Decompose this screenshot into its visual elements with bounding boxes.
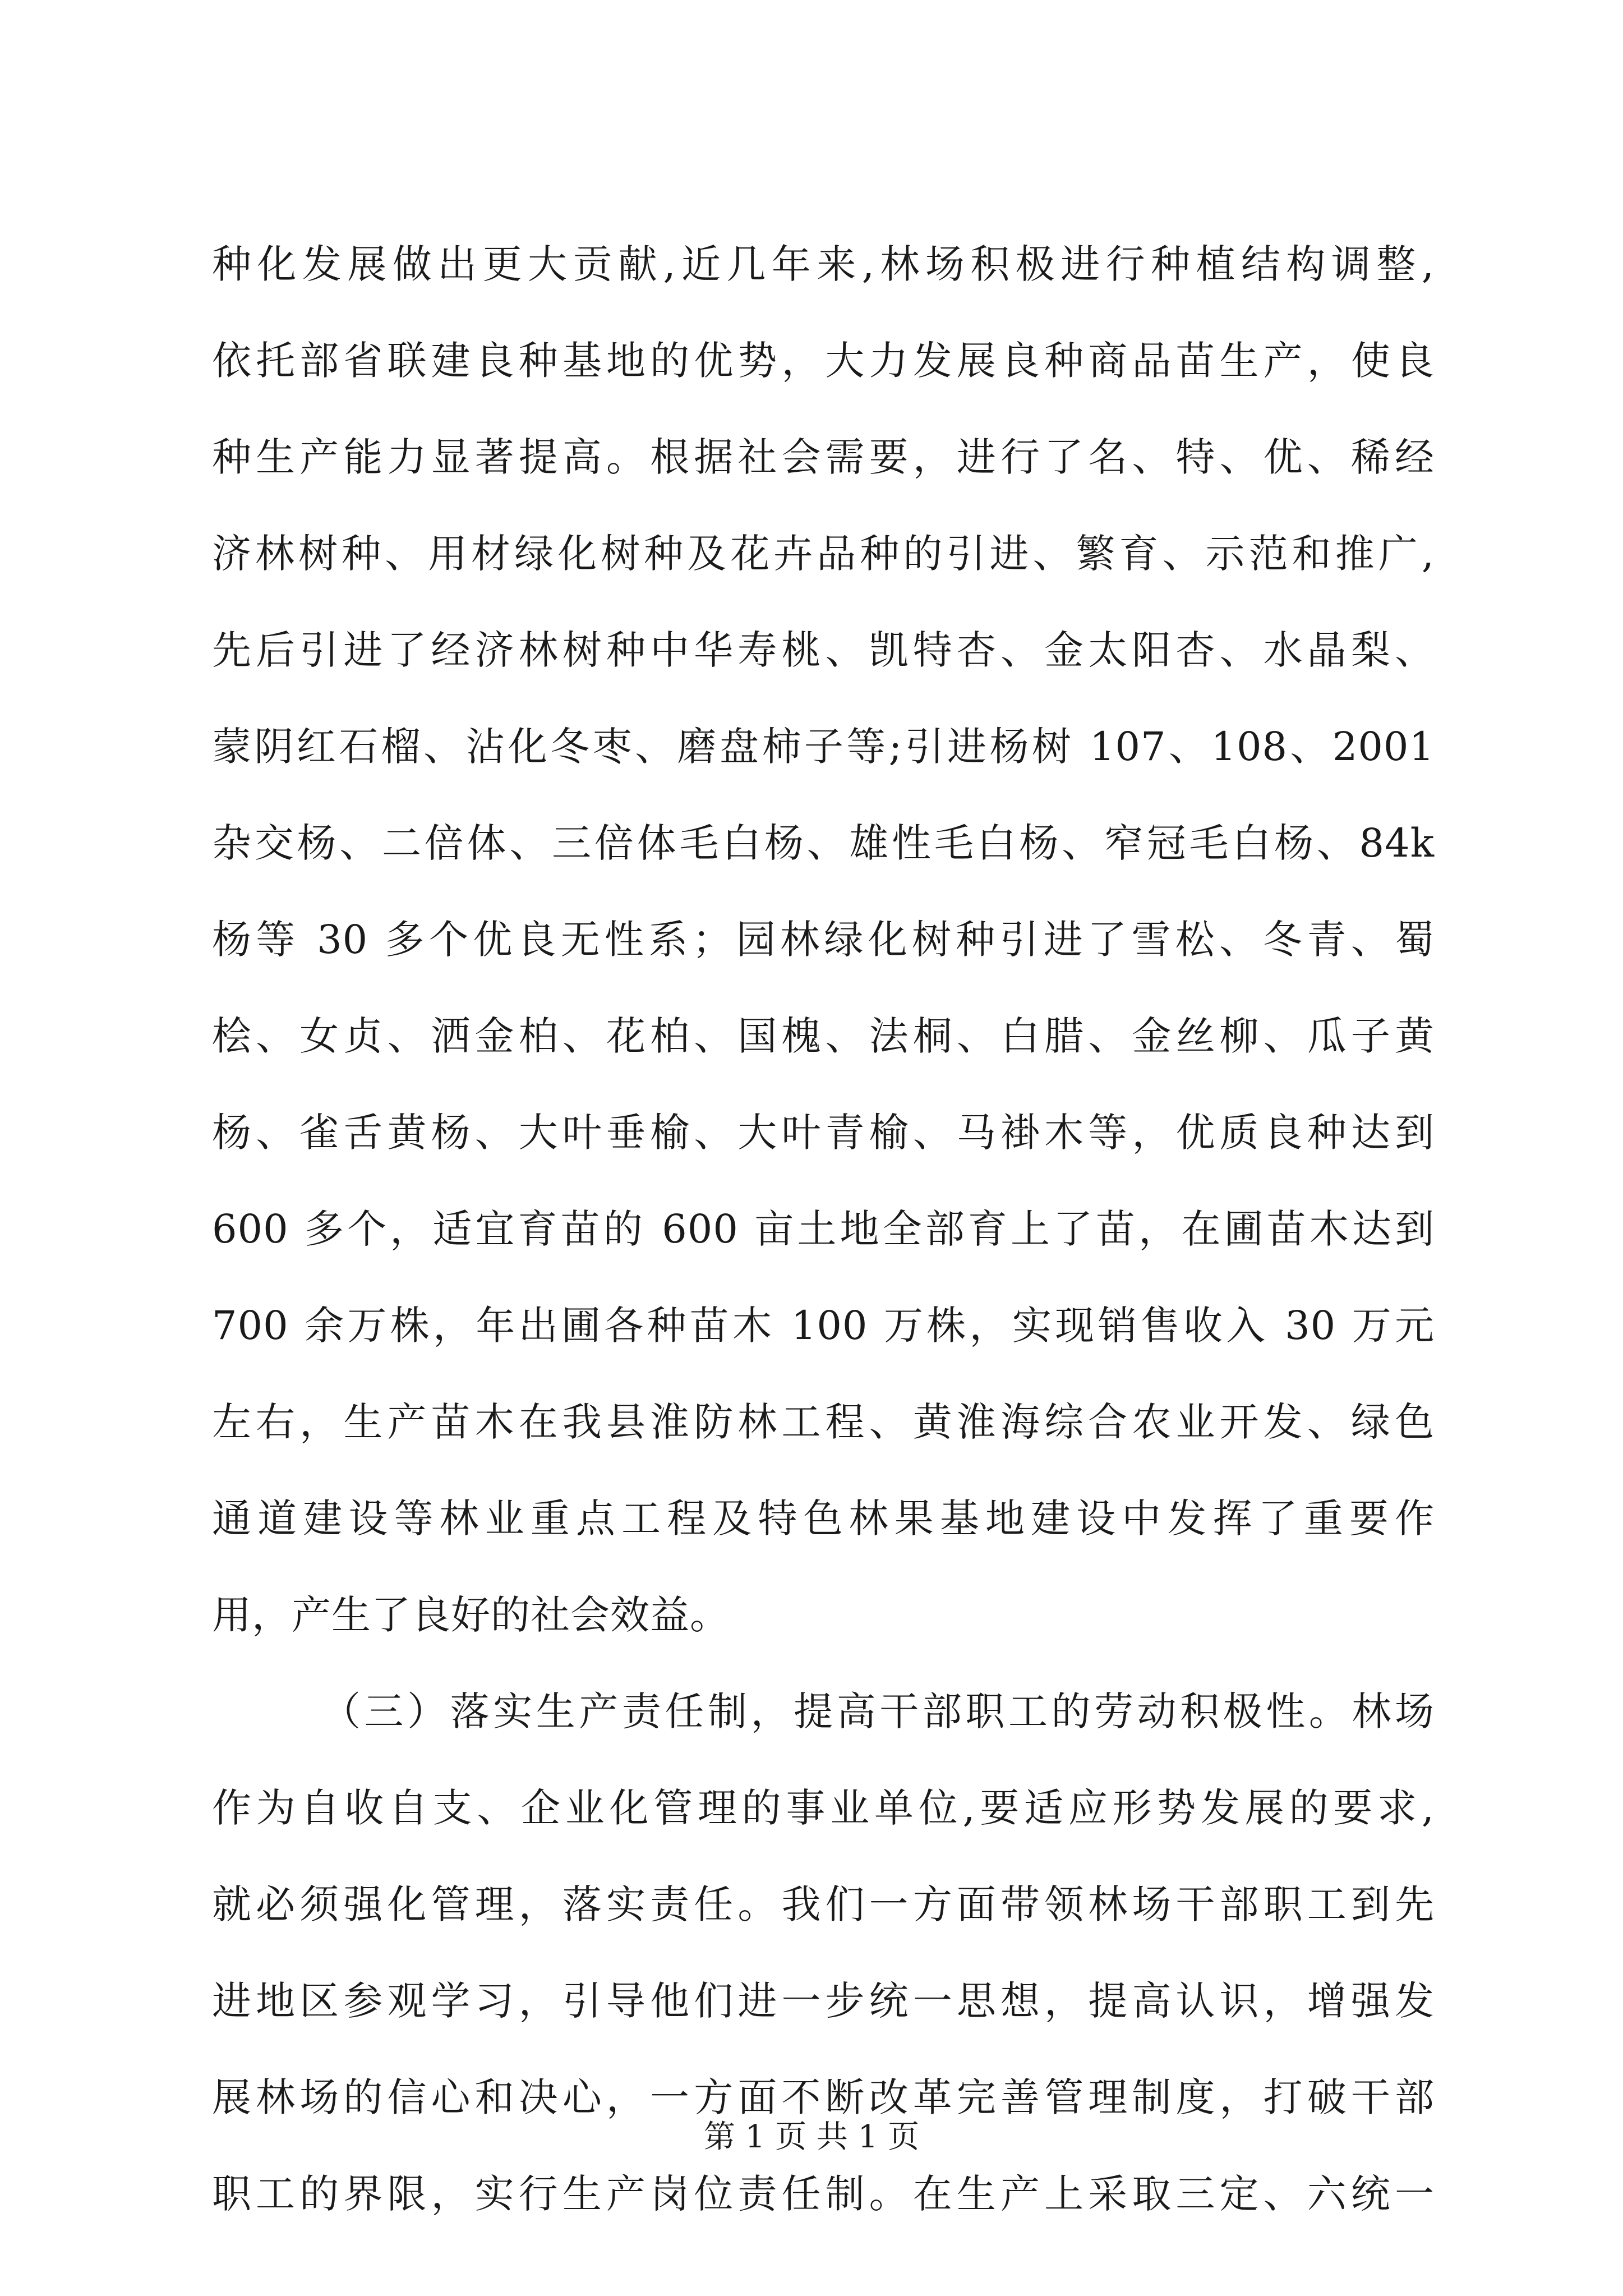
paragraph-line: 左右，生产苗木在我县淮防林工程、黄淮海综合农业开发、绿色: [212, 1399, 1435, 1445]
paragraph-line: 杨等 30 多个优良无性系；园林绿化树种引进了雪松、冬青、蜀: [212, 917, 1435, 963]
paragraph-line: 先后引进了经济林树种中华寿桃、凯特杏、金太阳杏、水晶梨、: [212, 627, 1435, 673]
section-heading-line: （三）落实生产责任制，提高干部职工的劳动积极性。林场: [321, 1688, 1435, 1734]
paragraph-line: 杂交杨、二倍体、三倍体毛白杨、雄性毛白杨、窄冠毛白杨、84k: [212, 820, 1435, 866]
paragraph-line: 进地区参观学习，引导他们进一步统一思想，提高认识，增强发: [212, 1978, 1435, 2024]
page-number-footer: 第 1 页 共 1 页: [703, 2119, 920, 2155]
paragraph-line: 杨、雀舌黄杨、大叶垂榆、大叶青榆、马褂木等，优质良种达到: [212, 1110, 1435, 1156]
paragraph-line: 展林场的信心和决心，一方面不断改革完善管理制度，打破干部: [212, 2074, 1435, 2120]
paragraph-line-last: 用，产生了良好的社会效益。: [212, 1592, 730, 1638]
paragraph-line: 职工的界限，实行生产岗位责任制。在生产上采取三定、六统一: [212, 2171, 1435, 2217]
paragraph-line: 桧、女贞、洒金柏、花柏、国槐、法桐、白腊、金丝柳、瓜子黄: [212, 1013, 1435, 1059]
paragraph-line: 600 多个，适宜育苗的 600 亩土地全部育上了苗，在圃苗木达到: [212, 1206, 1435, 1252]
paragraph-line: 蒙阴红石榴、沾化冬枣、磨盘柿子等;引进杨树 107、108、2001: [212, 724, 1435, 770]
paragraph-line: 种生产能力显著提高。根据社会需要，进行了名、特、优、稀经: [212, 434, 1435, 480]
paragraph-line: 通道建设等林业重点工程及特色林果基地建设中发挥了重要作: [212, 1496, 1435, 1542]
paragraph-line: 就必须强化管理，落实责任。我们一方面带领林场干部职工到先: [212, 1881, 1435, 1927]
paragraph-line: 作为自收自支、企业化管理的事业单位,要适应形势发展的要求,: [212, 1785, 1435, 1831]
paragraph-line: 济林树种、用材绿化树种及花卉品种的引进、繁育、示范和推广,: [212, 531, 1435, 577]
document-body: [212, 216, 1435, 2242]
paragraph-line: 种化发展做出更大贡献,近几年来,林场积极进行种植结构调整,: [212, 241, 1435, 287]
paragraph-line: 700 余万株，年出圃各种苗木 100 万株，实现销售收入 30 万元: [212, 1303, 1435, 1349]
paragraph-line: 依托部省联建良种基地的优势，大力发展良种商品苗生产，使良: [212, 338, 1435, 384]
